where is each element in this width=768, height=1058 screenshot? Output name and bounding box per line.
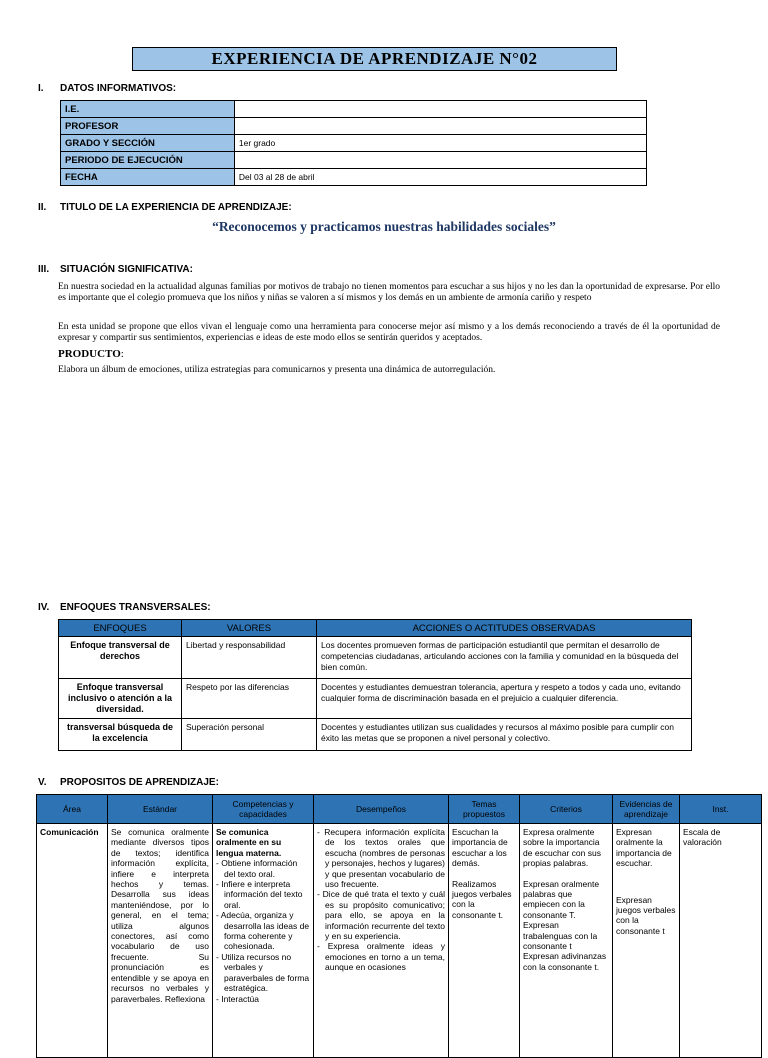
- enfoques-table: [58, 619, 692, 751]
- datos-value: [234, 118, 646, 135]
- column-header: ENFOQUES: [59, 620, 182, 637]
- capacidad-text: Obtiene información del texto oral.: [221, 858, 298, 879]
- capacidad-text: Adecúa, organiza y desarrolla las ideas de forma coherente y cohesionada.: [220, 910, 310, 952]
- propositos-table: [36, 794, 762, 1058]
- list-item: - Infiere e interpreta información del texto oral.: [216, 879, 303, 910]
- column-header: Área: [37, 795, 108, 824]
- datos-value: Del 03 al 28 de abril: [234, 169, 646, 186]
- desempenos-cell: [314, 824, 449, 1058]
- enfoque-cell: transversal búsqueda de la excelencia: [59, 719, 182, 751]
- accion-cell: Docentes y estudiantes utilizan sus cualidades y recursos al máximo posible para cumplir con éxito las metas que se proponen a nivel personal y colectivo.: [317, 719, 692, 751]
- datos-label: I.E.: [61, 101, 235, 118]
- tema-text: Escuchan la importancia de escuchar a los demás.: [452, 827, 508, 869]
- section-heading-datos: [38, 83, 176, 94]
- valor-cell: Respeto por las diferencias: [182, 679, 317, 719]
- section-heading-titulo: [38, 202, 292, 213]
- competencias-cell: [213, 824, 314, 1058]
- table-row: [61, 152, 647, 169]
- section-label: PROPOSITOS DE APRENDIZAJE:: [60, 777, 219, 788]
- section-label: ENFOQUES TRANSVERSALES:: [60, 602, 211, 613]
- section-number: III.: [38, 264, 50, 275]
- datos-label: PERIODO DE EJECUCIÓN: [61, 152, 235, 169]
- desempeno-text: Recupera información explícita de los textos orales que escucha (nombres de personas y personajes, hechos y lugares) y que presentan vocabulario de uso frecuente.: [324, 827, 446, 890]
- criterio-text: Expresan trabalenguas con la consonante t: [523, 920, 598, 952]
- section-number: I.: [38, 83, 44, 94]
- column-header: Evidencias de aprendizaje: [613, 795, 680, 824]
- table-row: [59, 637, 692, 679]
- datos-value: 1er grado: [234, 135, 646, 152]
- table-header-row: [37, 795, 762, 824]
- capacidad-text: Utiliza recursos no verbales y paraverbales de forma estratégica.: [221, 951, 310, 994]
- table-row: [61, 169, 647, 186]
- tema-text: Realizamos juegos verbales con la consonante t.: [452, 878, 512, 920]
- table-row: [61, 118, 647, 135]
- producto-colon: :: [120, 348, 124, 360]
- accion-cell: Los docentes promueven formas de participación estudiantil que permitan el desarrollo de competencias ciudadanas, articulando acciones con la familia y comunidad en la búsqueda del bien común.: [317, 637, 692, 679]
- datos-value: [234, 101, 646, 118]
- datos-table: [60, 100, 647, 186]
- table-row: [61, 135, 647, 152]
- criterio-text: Expresan adivinanzas con la consonante t.: [523, 951, 607, 972]
- desempeno-text: Dice de qué trata el texto y cuál es su propósito comunicativo; para ello, se apoya en la información recurrente del texto y en su experiencia.: [322, 889, 445, 942]
- datos-value: [234, 152, 646, 169]
- section-number: IV.: [38, 602, 50, 613]
- list-item: - Utiliza recursos no verbales y paraverbales de forma estratégica.: [216, 951, 310, 994]
- list-item: - Recupera información explícita de los textos orales que escucha (nombres de personas y personajes, hechos y lugares) y que presentan vocabulario de uso frecuente.: [317, 827, 446, 890]
- section-heading-enfoques: [38, 602, 211, 613]
- table-row: [59, 679, 692, 719]
- section-label: SITUACIÓN SIGNIFICATIVA:: [60, 264, 193, 275]
- producto-text: Elabora un álbum de emociones, utiliza estrategias para comunicarnos y presenta una dinámica de autorregulación.: [58, 365, 496, 375]
- valor-cell: Superación personal: [182, 719, 317, 751]
- datos-label: GRADO Y SECCIÓN: [61, 135, 235, 152]
- datos-label: FECHA: [61, 169, 235, 186]
- list-item: - Interactúa: [216, 993, 260, 1004]
- document-title: EXPERIENCIA DE APRENDIZAJE N°02: [132, 47, 617, 71]
- capacidad-text: Interactúa: [221, 993, 260, 1004]
- table-row: [59, 719, 692, 751]
- table-row: [37, 824, 762, 1058]
- column-header: VALORES: [182, 620, 317, 637]
- evidencia-text: Expresan oralmente la importancia de escuchar.: [616, 827, 672, 869]
- column-header: Temas propuestos: [449, 795, 520, 824]
- section-heading-propositos: [38, 777, 219, 788]
- criterio-text: Expresa oralmente sobre la importancia de escuchar con sus propias palabras.: [523, 827, 601, 869]
- evidencias-cell: [613, 824, 680, 1058]
- list-item: - Expresa oralmente ideas y emociones en torno a un tema, aunque en ocasiones: [317, 941, 445, 973]
- list-item: - Adecúa, organiza y desarrolla las ideas de forma coherente y cohesionada.: [216, 910, 310, 952]
- evidencia-text: Expresan juegos verbales con la consonante t: [616, 894, 676, 936]
- criterios-cell: [520, 824, 613, 1058]
- producto-label: PRODUCTO: [58, 348, 121, 360]
- column-header: Estándar: [108, 795, 213, 824]
- situacion-paragraph-1: En nuestra sociedad en la actualidad algunas familias por motivos de trabajo no tienen momentos para escuchar a sus hijos y no les dan la oportunidad de expresarse. Por ello es importante que el colegio promueva que los niños y niñas se valoren a sí mismos y los demás en un ambiente de armonía cariño y respeto: [58, 282, 720, 303]
- column-header: Competencias y capacidades: [213, 795, 314, 824]
- column-header: Desempeños: [314, 795, 449, 824]
- estandar-cell: Se comunica oralmente mediante diversos tipos de textos; identifica información explícita, infiere e interpreta hechos y temas. Desarrolla sus ideas manteniéndose, por lo general, en el tema; utiliza algunos conectores, así como vocabulario de uso frecuente. Su pronunciación es entendible y se apoya en recursos no verbales y paraverbales. Reflexiona: [108, 824, 213, 1058]
- list-item: - Obtiene información del texto oral.: [216, 858, 298, 879]
- table-header-row: [59, 620, 692, 637]
- area-cell: Comunicación: [37, 824, 108, 1058]
- criterio-text: Expresan oralmente palabras que empiecen con la consonante T.: [523, 878, 600, 920]
- section-label: DATOS INFORMATIVOS:: [60, 83, 177, 94]
- datos-label: PROFESOR: [61, 118, 235, 135]
- table-row: [61, 101, 647, 118]
- section-heading-situacion: [38, 264, 193, 275]
- column-header: Inst.: [680, 795, 762, 824]
- accion-cell: Docentes y estudiantes demuestran tolerancia, apertura y respeto a todos y cada uno, evitando cualquier forma de discriminación basada en el prejuicio a cualquier diferencia.: [317, 679, 692, 719]
- temas-cell: [449, 824, 520, 1058]
- producto-heading: [58, 348, 124, 360]
- section-label: TITULO DE LA EXPERIENCIA DE APRENDIZAJE:: [60, 202, 292, 213]
- situacion-paragraph-2: En esta unidad se propone que ellos vivan el lenguaje como una herramienta para conocerse mejor así mismo y a los demás reconociendo a través de él la oportunidad de expresar y compartir sus sentimientos, experiencias e ideas de este modo ellos se sentirán queridos y aceptados.: [58, 322, 720, 343]
- enfoque-cell: Enfoque transversal de derechos: [59, 637, 182, 679]
- capacidad-text: Infiere e interpreta información del texto oral.: [221, 879, 303, 910]
- column-header: Criterios: [520, 795, 613, 824]
- enfoque-cell: Enfoque transversal inclusivo o atención a la diversidad.: [59, 679, 182, 719]
- list-item: - Dice de qué trata el texto y cuál es su propósito comunicativo; para ello, se apoya en la información recurrente del texto y en su experiencia.: [317, 889, 445, 942]
- valor-cell: Libertad y responsabilidad: [182, 637, 317, 679]
- experience-title: “Reconocemos y practicamos nuestras habilidades sociales”: [212, 219, 556, 234]
- column-header: ACCIONES O ACTITUDES OBSERVADAS: [317, 620, 692, 637]
- competencia-title: Se comunica oralmente en su lengua materna.: [216, 827, 282, 858]
- section-number: II.: [38, 202, 47, 213]
- desempeno-text: Expresa oralmente ideas y emociones en torno a un tema, aunque en ocasiones: [325, 941, 445, 973]
- section-number: V.: [38, 777, 47, 788]
- inst-cell: Escala de valoración: [680, 824, 762, 1058]
